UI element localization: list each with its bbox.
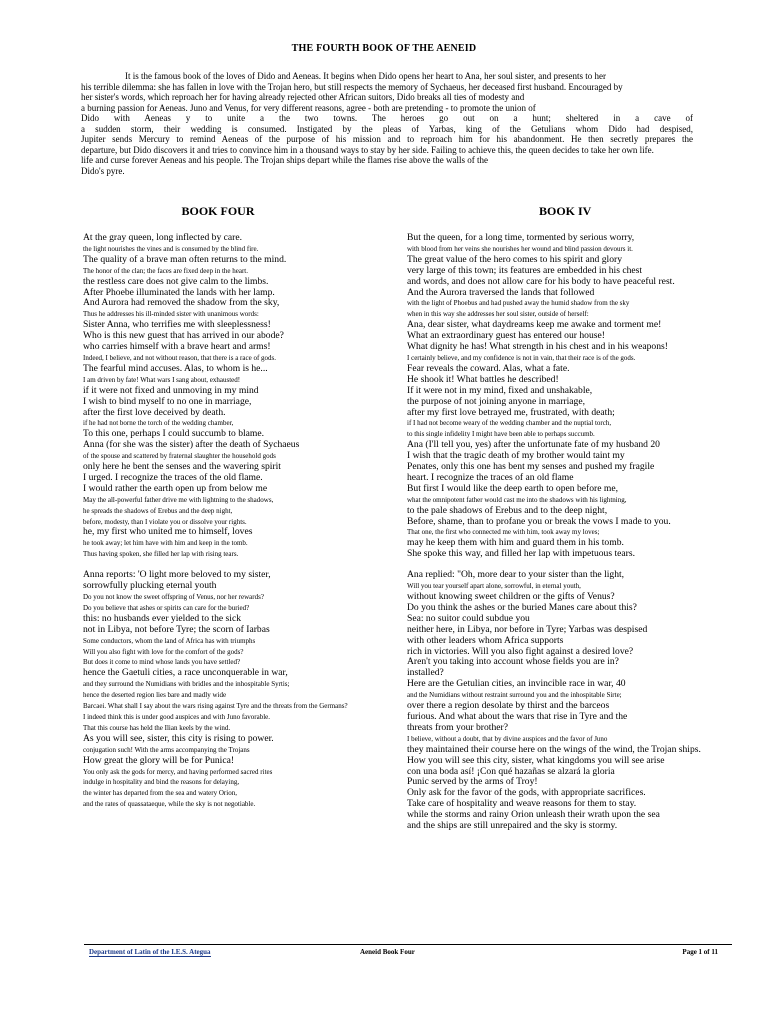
verse-line: I urged. I recognize the traces of the old flame. — [83, 472, 263, 483]
right-column-spanish-translation — [407, 233, 743, 832]
verse-line: You only ask the gods for mercy, and having performed sacred rites — [83, 767, 273, 776]
verse-line: while the storms and rainy Orion unleash their wrath upon the sea — [407, 810, 660, 821]
verse-line: and the Numidians without restraint surround you and the inhospitable Sirte; — [407, 691, 622, 700]
verse-line: and the ships are still unrepaired and the sky is stormy. — [407, 821, 618, 832]
verse-line: indulge in hospitality and bind the reasons for delaying, — [83, 778, 240, 787]
verse-line: if I had not become weary of the wedding chamber and the nuptial torch, — [407, 419, 612, 428]
verse-line: Thus he addresses his ill-minded sister with unanimous words: — [83, 310, 259, 319]
verse-line: Will you tear yourself apart alone, sorrowful, in eternal youth, — [407, 582, 581, 591]
intro-line: Jupiter sends Mercury to remind Aeneas of the purpose of his mission and to reproach him for his abandonment. He then secretly prepares the — [81, 134, 693, 144]
verse-line: If it were not in my mind, fixed and unshakable, — [407, 385, 593, 396]
verse-line: with the light of Phoebus and had pushed away the humid shadow from the sky — [407, 299, 630, 308]
verse-line: As you will see, sister, this city is rising to power. — [83, 733, 274, 744]
intro-paragraph — [81, 71, 693, 176]
verse-line: he, my first who united me to himself, loves — [83, 527, 253, 538]
verse-line: if he had not borne the torch of the wedding chamber, — [83, 419, 234, 428]
verse-line: I am driven by fate! What wars I sang about, exhausted! — [83, 375, 241, 384]
verse-line: after the first love deceived by death. — [83, 407, 226, 418]
verse-line: After Phoebe illuminated the lands with her lamp. — [83, 287, 275, 298]
verse-line: He shook it! What battles he described! — [407, 374, 559, 385]
verse-line: installed? — [407, 668, 444, 679]
verse-line: I wish to bind myself to no one in marriage, — [83, 396, 252, 407]
verse-line: How you will see this city, sister, what kingdoms you will see arise — [407, 755, 665, 766]
verse-line: if it were not fixed and unmoving in my mind — [83, 385, 259, 396]
verse-line: with blood from her veins she nourishes her wound and blind passion devours it. — [407, 244, 633, 253]
intro-line: her sister's words, which reproach her for having already rejected other African suitors, Dido breaks all ties of modesty and — [81, 92, 525, 102]
verse-line: Some conductors, whom the land of Africa has with triumphs — [83, 636, 256, 645]
verse-line: the restless care does not give calm to the limbs. — [83, 276, 269, 287]
footer-book-title: Aeneid Book Four — [360, 948, 415, 956]
intro-line: a sudden storm, their wedding is consumed. Instigated by the pleas of Yarbas, king of the Getulians whom Dido had despised, — [81, 123, 693, 134]
verse-line: Sister Anna, who terrifies me with sleeplessness! — [83, 320, 271, 331]
verse-line: That one, the first who connected me with him, took away my loves; — [407, 528, 600, 537]
verse-line: Here are the Getulian cities, an invincible race in war, 40 — [407, 679, 626, 690]
verse-line: I believe, without a doubt, that by divine auspices and the favor of Juno — [407, 734, 608, 743]
verse-line: Do you believe that ashes or spirits can care for the buried? — [83, 603, 250, 612]
verse-line: the light nourishes the vines and is consumed by the blind fire. — [83, 244, 259, 253]
verse-line: She spoke this way, and filled her lap with impetuous tears. — [407, 549, 635, 560]
verse-line: What dignity he has! What strength in his chest and in his weapons! — [407, 342, 668, 353]
verse-line: How great the glory will be for Punica! — [83, 755, 235, 766]
verse-line: hence the deserted region lies bare and madly wide — [83, 691, 227, 700]
verse-line: And Aurora had removed the shadow from the sky, — [83, 298, 280, 309]
verse-line: the winter has departed from the sea and watery Orion, — [83, 789, 237, 798]
verse-line: I would rather the earth open up from below me — [83, 483, 268, 494]
verse-line: hence the Gaetuli cities, a race unconquerable in war, — [83, 668, 288, 679]
stanza-gap — [407, 560, 743, 570]
verse-line: I wish that the tragic death of my brother would taint my — [407, 451, 625, 462]
verse-line: Anna (for she was the sister) after the death of Sychaeus — [83, 440, 300, 451]
verse-line: Ana replied: "Oh, more dear to your sister than the light, — [407, 570, 625, 581]
verse-line: what the omnipotent father would cast me into the shadows with his lightning, — [407, 495, 627, 504]
verse-line: sorrowfully plucking eternal youth — [83, 581, 217, 592]
intro-line: his terrible dilemma: she has fallen in love with the Trojan hero, but still respects the memory of Sychaeus, her deceased first husband. Encouraged by — [81, 81, 623, 92]
verse-line: But first I would like the deep earth to open before me, — [407, 483, 618, 494]
verse-line: heart. I recognize the traces of an old flame — [407, 472, 574, 483]
verse-line: with other leaders whom Africa supports — [407, 635, 564, 646]
verse-line: I indeed think this is under good auspices and with Juno favorable. — [83, 712, 271, 721]
intro-line: life and curse forever Aeneas and his people. The Trojan ships depart while the flames rise above the walls of the — [81, 155, 488, 165]
verse-line: may he keep them with him and guard them in his tomb. — [407, 538, 624, 549]
verse-line: Take care of hospitality and weave reasons for them to stay. — [407, 799, 637, 810]
verse-line: Ana (I'll tell you, yes) after the unfortunate fate of my husband 20 — [407, 440, 660, 451]
footer-page-number: Page 1 of 11 — [682, 948, 718, 956]
left-column-heading: BOOK FOUR — [181, 204, 255, 218]
verse-line: he took away; let him have with him and keep in the tomb. — [83, 539, 248, 548]
verse-line: threats from your brother? — [407, 722, 508, 733]
verse-line: and they surround the Numidians with bridles and the inhospitable Syrtis; — [83, 680, 290, 689]
verse-line: and words, and does not allow care for his body to have peaceful rest. — [407, 276, 675, 287]
verse-line: But does it come to mind whose lands you have settled? — [83, 658, 241, 667]
footer-department-link[interactable]: Department of Latin of the I.E.S. Ategua — [89, 948, 211, 956]
verse-line: The quality of a brave man often returns to the mind. — [83, 254, 287, 265]
verse-line: Do you not know the sweet offspring of Venus, nor her rewards? — [83, 593, 264, 601]
verse-line: Aren't you taking into account whose fields you are in? — [407, 657, 619, 668]
verse-line: and the rates of quassataeque, while the sky is not negotiable. — [83, 800, 256, 809]
intro-line: It is the famous book of the loves of Dido and Aeneas. It begins when Dido opens her heart to Ana, her soul sister, and presents to her — [125, 71, 607, 81]
verse-line: not in Libya, not before Tyre; the scorn of Iarbas — [83, 624, 270, 635]
verse-line: Indeed, I believe, and not without reason, that there is a race of gods. — [83, 353, 277, 362]
verse-line: That this course has held the Ilian keels by the wind. — [83, 723, 231, 732]
verse-line: they maintained their course here on the wings of the wind, the Trojan ships. — [407, 744, 701, 755]
verse-line: Fear reveals the coward. Alas, what a fate. — [407, 363, 570, 374]
verse-line: To this one, perhaps I could succumb to blame. — [83, 429, 265, 440]
verse-line: I certainly believe, and my confidence is not in vain, that their race is of the gods. — [407, 353, 636, 362]
verse-line: Do you think the ashes or the buried Manes care about this? — [407, 602, 637, 613]
verse-line: who carries himself with a brave heart and arms! — [83, 342, 271, 353]
verse-line: to the pale shadows of Erebus and to the deep night, — [407, 505, 608, 516]
verse-line: rich in victories. Will you also fight against a desired love? — [407, 646, 634, 657]
stanza-gap — [83, 560, 353, 570]
verse-line: con una boda así! ¡Con qué hazañas se alzará la gloria — [407, 766, 615, 777]
intro-line: a burning passion for Aeneas. Juno and Venus, for very different reasons, agree - both are pretending - to promote the union of — [81, 102, 536, 113]
document-title: THE FOURTH BOOK OF THE AENEID — [291, 43, 477, 54]
verse-line: Anna reports: 'O light more beloved to my sister, — [83, 570, 271, 581]
verse-line: Sea: no suitor could subdue you — [407, 613, 530, 624]
verse-line: to this single infidelity I might have been able to perhaps succumb. — [407, 430, 595, 439]
verse-line: What an extraordinary guest has entered our house! — [407, 331, 605, 342]
verse-line: of the spouse and scattered by fraternal slaughter the household gods — [83, 452, 276, 461]
verse-line: The great value of the hero comes to his spirit and glory — [407, 254, 622, 265]
intro-line: departure, but Dido discovers it and tries to convince him in a thousand ways to stay by her side. Failing to achieve this, the queen decides to take her own life. — [81, 144, 654, 155]
verse-line: without knowing sweet children or the gifts of Venus? — [407, 592, 615, 602]
verse-line: Only ask for the favor of the gods, with appropriate sacrifices. — [407, 788, 646, 799]
verse-line: Ana, dear sister, what daydreams keep me awake and torment me! — [407, 320, 662, 331]
verse-line: The fearful mind accuses. Alas, to whom is he... — [83, 363, 268, 374]
verse-line: Who is this new guest that has arrived in our abode? — [83, 331, 284, 342]
verse-line: he spreads the shadows of Erebus and the deep night, — [83, 506, 233, 515]
verse-line: Punic served by the arms of Troy! — [407, 777, 538, 788]
intro-line: Dido with Aeneas y to unite a the two towns. The heroes go out on a hunt; sheltered in a cave of — [81, 113, 693, 123]
verse-line: neither here, in Libya, nor before in Tyre; Yarbas was despised — [407, 624, 648, 635]
verse-line: Penates, only this one has bent my senses and pushed my fragile — [407, 462, 655, 473]
verse-line: But the queen, for a long time, tormented by serious worry, — [407, 233, 635, 243]
verse-line: May the all-powerful father drive me with lightning to the shadows, — [83, 495, 274, 504]
verse-line: And the Aurora traversed the lands that followed — [407, 287, 595, 298]
verse-line: Will you also fight with love for the comfort of the gods? — [83, 647, 244, 656]
intro-line: Dido's pyre. — [81, 165, 125, 176]
verse-line: Thus having spoken, she filled her lap with rising tears. — [83, 550, 239, 559]
verse-line: only here he bent the senses and the wavering spirit — [83, 462, 281, 473]
right-column-heading: BOOK IV — [539, 204, 592, 218]
verse-line: after my first love betrayed me, frustrated, with death; — [407, 407, 615, 418]
verse-line: very large of this town; its features are embedded in his chest — [407, 265, 643, 276]
page-footer — [84, 944, 732, 959]
verse-line: before, modesty, than I violate you or dissolve your rights. — [83, 517, 247, 526]
verse-line: this: no husbands ever yielded to the sick — [83, 613, 242, 624]
verse-line: over there a region desolate by thirst and the barceos — [407, 701, 610, 712]
verse-line: conjugation such! With the arms accompanying the Trojans — [83, 745, 250, 754]
verse-line: Barcaei. What shall I say about the wars rising against Tyre and the threats from the Germans? — [83, 702, 348, 711]
verse-line: when in this way she addresses her soul sister, outside of herself: — [407, 310, 589, 319]
verse-line: At the gray queen, long inflected by care. — [83, 233, 243, 243]
verse-line: furious. And what about the wars that rise in Tyre and the — [407, 711, 628, 722]
verse-line: Before, shame, than to profane you or break the vows I made to you. — [407, 516, 671, 527]
verse-line: the purpose of not joining anyone in marriage, — [407, 396, 585, 407]
verse-line: The honor of the clan; the faces are fixed deep in the heart. — [83, 266, 249, 275]
left-column-latin-translation — [83, 233, 353, 810]
